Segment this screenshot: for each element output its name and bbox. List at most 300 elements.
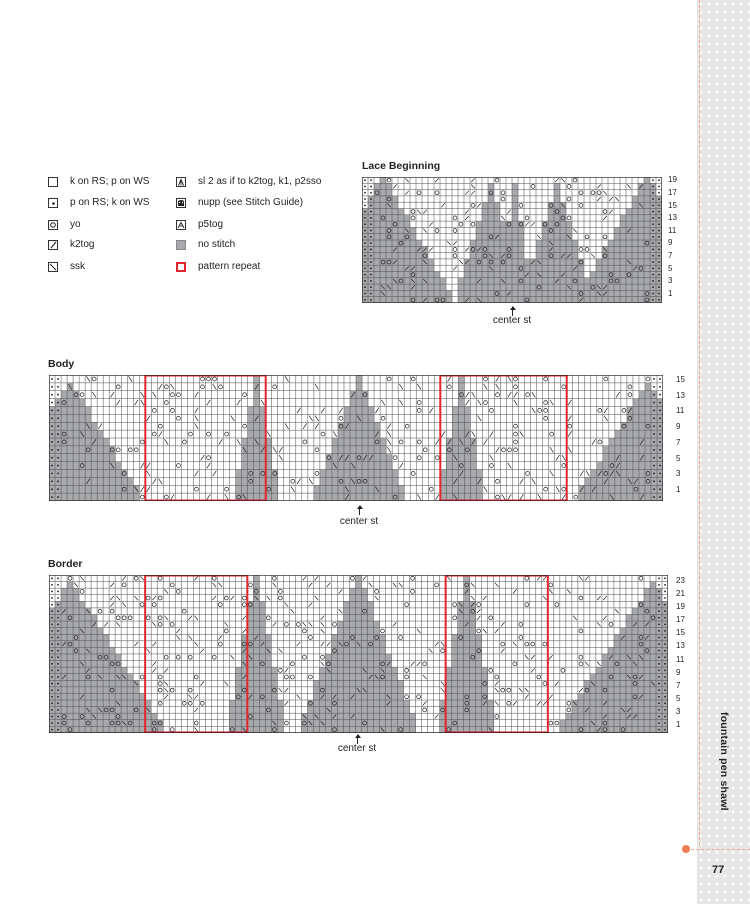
no-stitch-cell — [585, 477, 591, 485]
no-stitch-cell — [470, 297, 476, 303]
no-stitch-cell — [566, 221, 572, 227]
no-stitch-cell — [590, 278, 596, 284]
no-stitch-cell — [265, 654, 271, 661]
no-stitch-cell — [632, 726, 638, 733]
k2tog-symbol-icon — [48, 240, 58, 250]
no-stitch-cell — [248, 430, 254, 438]
no-stitch-cell — [85, 687, 91, 694]
no-stitch-cell — [259, 608, 265, 615]
no-stitch-cell — [67, 582, 73, 589]
purl-stitch-mark — [51, 656, 53, 658]
no-stitch-cell — [506, 240, 512, 246]
no-stitch-cell — [73, 608, 79, 615]
no-stitch-cell — [380, 297, 386, 303]
no-stitch-cell — [633, 493, 639, 501]
no-stitch-cell — [458, 680, 464, 687]
no-stitch-cell — [470, 700, 476, 707]
no-stitch-cell — [590, 726, 596, 733]
no-stitch-cell — [638, 278, 644, 284]
no-stitch-cell — [121, 687, 127, 694]
no-stitch-cell — [470, 284, 476, 290]
purl-stitch-mark — [664, 637, 666, 639]
no-stitch-cell — [254, 454, 260, 462]
no-stitch-cell — [620, 720, 626, 727]
no-stitch-cell — [386, 454, 392, 462]
no-stitch-cell — [253, 628, 259, 635]
purl-stitch-mark — [57, 623, 59, 625]
no-stitch-cell — [638, 687, 644, 694]
no-stitch-cell — [151, 713, 157, 720]
no-stitch-cell — [386, 726, 392, 733]
purl-symbol-icon — [48, 198, 58, 208]
no-stitch-cell — [91, 446, 97, 454]
no-stitch-cell — [79, 700, 85, 707]
no-stitch-cell — [633, 454, 639, 462]
no-stitch-cell — [91, 493, 97, 501]
no-stitch-cell — [632, 278, 638, 284]
no-stitch-cell — [253, 700, 259, 707]
purl-stitch-mark — [653, 488, 655, 490]
no-stitch-cell — [644, 278, 650, 284]
no-stitch-cell — [127, 700, 133, 707]
no-stitch-cell — [627, 462, 633, 470]
no-stitch-cell — [614, 284, 620, 290]
no-stitch-cell — [386, 209, 392, 215]
no-stitch-cell — [482, 667, 488, 674]
no-stitch-cell — [542, 265, 548, 271]
no-stitch-cell — [259, 647, 265, 654]
no-stitch-cell — [380, 253, 386, 259]
no-stitch-cell — [632, 272, 638, 278]
no-stitch-cell — [428, 272, 434, 278]
no-stitch-cell — [626, 726, 632, 733]
no-stitch-cell — [85, 470, 91, 478]
no-stitch-cell — [644, 259, 650, 265]
purl-stitch-mark — [652, 186, 654, 188]
no-stitch-cell — [633, 430, 639, 438]
purl-stitch-mark — [653, 433, 655, 435]
no-stitch-cell — [319, 700, 325, 707]
no-stitch-cell — [626, 634, 632, 641]
no-stitch-cell — [470, 462, 476, 470]
no-stitch-cell — [608, 253, 614, 259]
purl-stitch-mark — [659, 402, 661, 404]
no-stitch-cell — [61, 601, 67, 608]
purl-stitch-mark — [664, 663, 666, 665]
no-stitch-cell — [368, 726, 374, 733]
no-stitch-cell — [626, 284, 632, 290]
no-stitch-cell — [356, 588, 362, 595]
no-stitch-cell — [410, 290, 416, 296]
no-stitch-cell — [61, 493, 67, 501]
no-stitch-cell — [313, 680, 319, 687]
no-stitch-cell — [650, 707, 656, 714]
no-stitch-cell — [410, 713, 416, 720]
no-stitch-cell — [73, 713, 79, 720]
no-stitch-cell — [602, 693, 608, 700]
no-stitch-cell — [337, 726, 343, 733]
no-stitch-cell — [236, 477, 242, 485]
purl-stitch-mark — [370, 293, 372, 295]
no-stitch-cell — [650, 634, 656, 641]
purl-stitch-mark — [57, 709, 59, 711]
no-stitch-cell — [572, 713, 578, 720]
no-stitch-cell — [109, 654, 115, 661]
no-stitch-cell — [554, 202, 560, 208]
purl-stitch-mark — [370, 299, 372, 301]
no-stitch-cell — [386, 183, 392, 189]
no-stitch-cell — [91, 454, 97, 462]
purl-stitch-mark — [51, 610, 53, 612]
no-stitch-cell — [554, 190, 560, 196]
no-stitch-cell — [79, 654, 85, 661]
no-stitch-cell — [67, 454, 73, 462]
purl-stitch-mark — [370, 217, 372, 219]
no-stitch-cell — [470, 253, 476, 259]
no-stitch-cell — [380, 234, 386, 240]
no-stitch-cell — [626, 621, 632, 628]
no-stitch-cell — [645, 391, 651, 399]
no-stitch-cell — [79, 407, 85, 415]
no-stitch-cell — [626, 700, 632, 707]
no-stitch-cell — [368, 720, 374, 727]
no-stitch-cell — [614, 240, 620, 246]
no-stitch-cell — [374, 680, 380, 687]
no-stitch-cell — [380, 485, 386, 493]
no-stitch-cell — [392, 272, 398, 278]
no-stitch-cell — [368, 647, 374, 654]
no-stitch-cell — [458, 485, 464, 493]
no-stitch-cell — [368, 414, 374, 422]
no-stitch-cell — [392, 726, 398, 733]
no-stitch-cell — [638, 221, 644, 227]
no-stitch-cell — [350, 407, 356, 415]
no-stitch-cell — [578, 693, 584, 700]
no-stitch-cell — [398, 713, 404, 720]
no-stitch-cell — [458, 297, 464, 303]
no-stitch-cell — [650, 601, 656, 608]
purl-stitch-mark — [653, 386, 655, 388]
purl-stitch-mark — [658, 610, 660, 612]
no-stitch-cell — [404, 278, 410, 284]
no-stitch-cell — [127, 493, 133, 501]
no-stitch-cell — [253, 707, 259, 714]
no-stitch-cell — [103, 438, 109, 446]
no-stitch-cell — [73, 485, 79, 493]
no-stitch-cell — [61, 661, 67, 668]
no-stitch-cell — [356, 674, 362, 681]
no-stitch-cell — [633, 470, 639, 478]
no-stitch-cell — [464, 454, 470, 462]
row-number: 9 — [676, 667, 681, 677]
no-stitch-cell — [584, 693, 590, 700]
no-stitch-cell — [512, 265, 518, 271]
no-stitch-cell — [229, 720, 235, 727]
no-stitch-cell — [596, 713, 602, 720]
no-stitch-cell — [380, 246, 386, 252]
no-stitch-cell — [632, 641, 638, 648]
no-stitch-cell — [584, 680, 590, 687]
no-stitch-cell — [91, 470, 97, 478]
no-stitch-cell — [476, 240, 482, 246]
no-stitch-cell — [265, 634, 271, 641]
no-stitch-cell — [644, 234, 650, 240]
no-stitch-cell — [609, 446, 615, 454]
no-stitch-cell — [380, 221, 386, 227]
row-number: 15 — [676, 374, 685, 384]
no-stitch-cell — [356, 493, 362, 501]
no-stitch-cell — [319, 713, 325, 720]
no-stitch-cell — [560, 259, 566, 265]
purl-stitch-mark — [51, 473, 53, 475]
no-stitch-cell — [368, 422, 374, 430]
no-stitch-cell — [374, 265, 380, 271]
no-stitch-cell — [452, 462, 458, 470]
purl-stitch-mark — [57, 716, 59, 718]
no-stitch-cell — [374, 720, 380, 727]
no-stitch-cell — [536, 246, 542, 252]
no-stitch-cell — [482, 290, 488, 296]
no-stitch-cell — [626, 278, 632, 284]
no-stitch-cell — [464, 647, 470, 654]
no-stitch-cell — [602, 707, 608, 714]
no-stitch-cell — [343, 647, 349, 654]
no-stitch-cell — [343, 608, 349, 615]
no-stitch-cell — [331, 661, 337, 668]
no-stitch-cell — [614, 674, 620, 681]
no-stitch-cell — [464, 614, 470, 621]
no-stitch-cell — [368, 693, 374, 700]
purl-stitch-mark — [653, 496, 655, 498]
legend-label: sl 2 as if to k2tog, k1, p2sso — [198, 176, 322, 187]
no-stitch-cell — [446, 470, 452, 478]
no-stitch-cell — [620, 667, 626, 674]
no-stitch-cell — [482, 221, 488, 227]
no-stitch-cell — [332, 485, 338, 493]
no-stitch-cell — [500, 221, 506, 227]
purl-stitch-mark — [51, 683, 53, 685]
no-stitch-cell — [374, 253, 380, 259]
no-stitch-cell — [61, 614, 67, 621]
no-stitch-cell — [620, 674, 626, 681]
no-stitch-cell — [73, 430, 79, 438]
no-stitch-cell — [458, 667, 464, 674]
purl-stitch-mark — [652, 293, 654, 295]
no-stitch-cell — [482, 674, 488, 681]
no-stitch-cell — [362, 485, 368, 493]
no-stitch-cell — [530, 284, 536, 290]
no-stitch-cell — [585, 493, 591, 501]
no-stitch-cell — [608, 713, 614, 720]
no-stitch-cell — [332, 470, 338, 478]
purl-stitch-mark — [51, 378, 53, 380]
no-stitch-cell — [644, 601, 650, 608]
no-stitch-cell — [61, 407, 67, 415]
no-stitch-cell — [85, 726, 91, 733]
purl-stitch-mark — [658, 604, 660, 606]
no-stitch-cell — [386, 687, 392, 694]
purl-stitch-mark — [653, 457, 655, 459]
legend-item — [176, 219, 223, 230]
no-stitch-cell — [265, 674, 271, 681]
no-stitch-cell — [398, 707, 404, 714]
purl-stitch-mark — [664, 610, 666, 612]
no-stitch-cell — [356, 700, 362, 707]
no-stitch-cell — [506, 278, 512, 284]
no-stitch-cell — [314, 485, 320, 493]
no-stitch-cell — [536, 278, 542, 284]
no-stitch-cell — [368, 407, 374, 415]
no-stitch-cell — [97, 647, 103, 654]
no-stitch-cell — [253, 654, 259, 661]
no-stitch-cell — [542, 234, 548, 240]
no-stitch-cell — [404, 253, 410, 259]
purl-stitch-mark — [652, 286, 654, 288]
no-stitch-cell — [356, 430, 362, 438]
row-number: 15 — [676, 628, 685, 638]
no-stitch-cell — [626, 253, 632, 259]
legend-label: k2tog — [70, 239, 95, 250]
no-stitch-cell — [578, 284, 584, 290]
no-stitch-cell — [253, 582, 259, 589]
no-stitch-cell — [259, 713, 265, 720]
no-stitch-cell — [121, 667, 127, 674]
no-stitch-cell — [416, 272, 422, 278]
no-stitch-cell — [464, 595, 470, 602]
no-stitch-cell — [488, 196, 494, 202]
no-stitch-cell — [626, 641, 632, 648]
no-stitch-cell — [392, 209, 398, 215]
purl-stitch-mark — [658, 577, 660, 579]
no-stitch-cell — [356, 391, 362, 399]
no-stitch-cell — [277, 720, 283, 727]
no-stitch-cell — [621, 438, 627, 446]
no-stitch-cell — [91, 477, 97, 485]
no-stitch-cell — [127, 693, 133, 700]
no-stitch-cell — [608, 284, 614, 290]
purl-stitch-mark — [51, 643, 53, 645]
purl-stitch-mark — [664, 630, 666, 632]
no-stitch-cell — [91, 667, 97, 674]
no-stitch-cell — [458, 628, 464, 635]
no-stitch-cell — [350, 470, 356, 478]
no-stitch-cell — [627, 454, 633, 462]
no-stitch-cell — [650, 667, 656, 674]
no-stitch-cell — [254, 422, 260, 430]
no-stitch-cell — [392, 720, 398, 727]
no-stitch-cell — [464, 470, 470, 478]
no-stitch-cell — [350, 707, 356, 714]
no-stitch-cell — [91, 462, 97, 470]
no-stitch-cell — [632, 647, 638, 654]
no-stitch-cell — [362, 654, 368, 661]
no-stitch-cell — [61, 654, 67, 661]
no-stitch-cell — [338, 446, 344, 454]
no-stitch-cell — [398, 234, 404, 240]
no-stitch-cell — [392, 680, 398, 687]
no-stitch-cell — [464, 654, 470, 661]
no-stitch-cell — [374, 234, 380, 240]
no-stitch-cell — [325, 713, 331, 720]
no-stitch-cell — [79, 726, 85, 733]
no-stitch-cell — [410, 246, 416, 252]
no-stitch-cell — [380, 493, 386, 501]
no-stitch-cell — [319, 726, 325, 733]
no-stitch-cell — [464, 628, 470, 635]
no-stitch-cell — [115, 667, 121, 674]
no-stitch-cell — [554, 196, 560, 202]
no-stitch-cell — [494, 259, 500, 265]
no-stitch-cell — [374, 621, 380, 628]
purl-stitch-mark — [653, 410, 655, 412]
no-stitch-cell — [374, 667, 380, 674]
no-stitch-cell — [464, 272, 470, 278]
no-stitch-cell — [362, 588, 368, 595]
no-stitch-cell — [536, 240, 542, 246]
no-stitch-cell — [67, 407, 73, 415]
no-stitch-cell — [608, 661, 614, 668]
no-stitch-cell — [603, 485, 609, 493]
center-st-label: center st — [492, 315, 532, 326]
no-stitch-cell — [639, 462, 645, 470]
no-stitch-cell — [85, 700, 91, 707]
no-stitch-cell — [320, 485, 326, 493]
no-stitch-cell — [458, 647, 464, 654]
no-stitch-cell — [67, 608, 73, 615]
no-stitch-cell — [404, 720, 410, 727]
no-stitch-cell — [103, 647, 109, 654]
no-stitch-cell — [596, 720, 602, 727]
purl-stitch-mark — [51, 696, 53, 698]
no-stitch-cell — [470, 278, 476, 284]
purl-stitch-mark — [57, 670, 59, 672]
no-stitch-cell — [476, 253, 482, 259]
no-stitch-cell — [615, 493, 621, 501]
no-stitch-cell — [362, 601, 368, 608]
purl-stitch-mark — [51, 410, 53, 412]
no-stitch-cell — [578, 278, 584, 284]
no-stitch-cell — [319, 674, 325, 681]
no-stitch-cell — [572, 707, 578, 714]
no-stitch-cell — [524, 265, 530, 271]
no-stitch-cell — [590, 693, 596, 700]
no-stitch-cell — [254, 477, 260, 485]
no-stitch-cell — [79, 614, 85, 621]
no-stitch-cell — [127, 485, 133, 493]
row-number: 15 — [668, 200, 677, 210]
no-stitch-cell — [350, 601, 356, 608]
no-stitch-cell — [350, 446, 356, 454]
no-stitch-cell — [67, 654, 73, 661]
no-stitch-cell — [434, 272, 440, 278]
no-stitch-cell — [638, 647, 644, 654]
no-stitch-cell — [272, 493, 278, 501]
no-stitch-cell — [452, 470, 458, 478]
no-stitch-cell — [320, 470, 326, 478]
no-stitch-cell — [91, 614, 97, 621]
no-stitch-cell — [452, 713, 458, 720]
no-stitch-cell — [644, 726, 650, 733]
no-stitch-cell — [632, 700, 638, 707]
purl-stitch-mark — [652, 242, 654, 244]
no-stitch-cell — [626, 265, 632, 271]
purl-stitch-mark — [57, 591, 59, 593]
no-stitch-cell — [67, 422, 73, 430]
no-stitch-cell — [350, 687, 356, 694]
no-stitch-cell — [265, 726, 271, 733]
no-stitch-cell — [61, 414, 67, 422]
no-stitch-cell — [97, 680, 103, 687]
